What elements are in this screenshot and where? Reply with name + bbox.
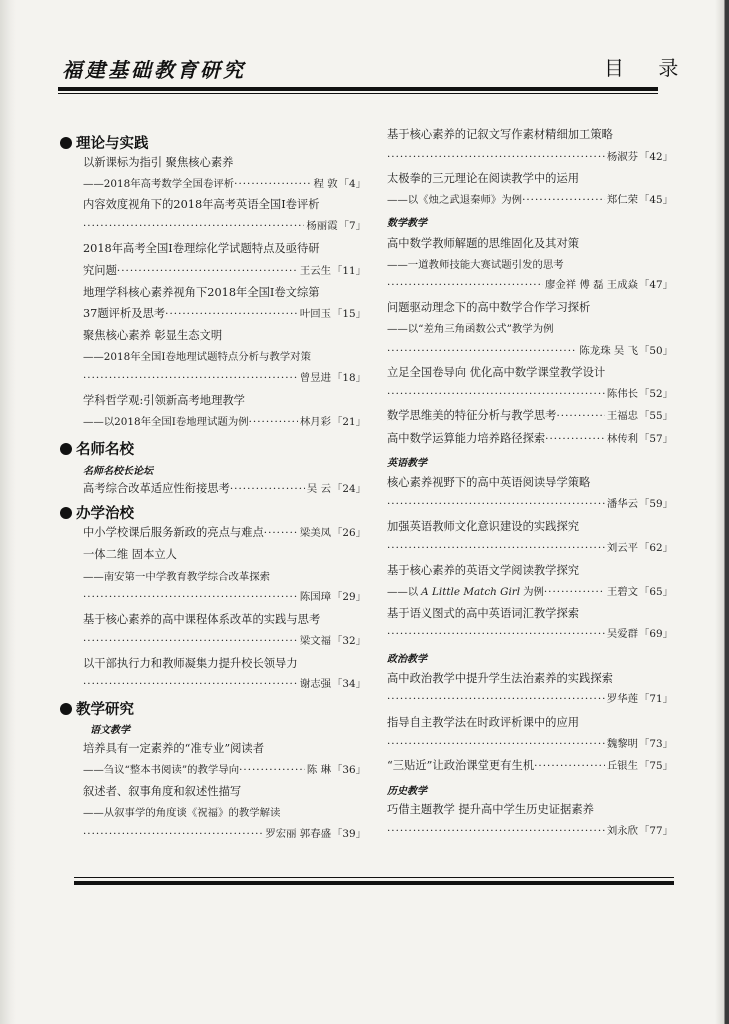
article-title[interactable]: 加强英语教师文化意识建设的实践探究 bbox=[387, 520, 580, 533]
article-title[interactable]: 问题驱动理念下的高中数学合作学习探析 bbox=[387, 301, 591, 314]
toc-entry-line[interactable]: ····· 陈国璋 「 29 」 bbox=[83, 588, 366, 603]
subsection-heading: 历史教学 bbox=[387, 786, 427, 797]
article-title[interactable]: 学科哲学观:引领新高考地理教学 bbox=[83, 394, 245, 407]
toc-entry-line[interactable]: “三贴近”让政治课堂更有生机 ····· 丘银生 「 75 」 bbox=[387, 757, 673, 773]
section-heading: 理论与实践 bbox=[60, 132, 366, 153]
scan-edge-left bbox=[0, 0, 16, 1024]
bullet-icon bbox=[60, 507, 72, 519]
toc-entry-line[interactable]: ····· 陈伟长 「 52 」 bbox=[387, 385, 673, 400]
article-title[interactable]: 基于核心素养的英语文学阅读教学探究 bbox=[387, 564, 580, 577]
toc-entry-line[interactable]: ····· 罗华莲 「 71 」 bbox=[387, 690, 673, 705]
toc-title: 目 录 bbox=[604, 56, 693, 80]
toc-entry-line[interactable]: ····· 廖金祥 傅 磊 王成焱 「 47 」 bbox=[387, 276, 673, 291]
bullet-icon bbox=[60, 137, 72, 149]
article-title[interactable]: 核心素养视野下的高中英语阅读导学策略 bbox=[387, 476, 591, 489]
article-title[interactable]: 太极拳的三元理论在阅读教学中的运用 bbox=[387, 172, 580, 185]
article-title[interactable]: 培养具有一定素养的“准专业”阅读者 bbox=[83, 742, 265, 755]
article-title[interactable]: 地理学科核心素养视角下2018年全国Ⅰ卷文综第 bbox=[83, 286, 320, 299]
toc-entry-line[interactable]: ····· 梁文福 「 32 」 bbox=[83, 632, 366, 647]
section-heading: 办学治校 bbox=[60, 502, 366, 523]
article-subtitle: ——2018年全国Ⅰ卷地理试题特点分析与教学对策 bbox=[83, 351, 311, 363]
bullet-icon bbox=[60, 443, 72, 455]
toc-entry-line[interactable]: ——以 A Little Match Girl 为例 ····· 王碧文 「 65 」 bbox=[387, 583, 673, 598]
article-title[interactable]: 一体二维 固本立人 bbox=[83, 548, 177, 561]
toc-entry-line[interactable]: ····· 吴爱群 「 69 」 bbox=[387, 625, 673, 640]
toc-entry-line[interactable]: ····· 罗宏丽 郭春盛 「 39 」 bbox=[83, 825, 366, 840]
article-title[interactable]: 以新课标为指引 聚焦核心素养 bbox=[83, 156, 234, 169]
toc-entry-line[interactable]: ——以《烛之武退秦师》为例 ····· 郑仁荣 「 45 」 bbox=[387, 191, 673, 206]
article-title[interactable]: 2018年高考全国Ⅰ卷理综化学试题特点及亟待研 bbox=[83, 242, 320, 255]
article-subtitle: ——一道教师技能大赛试题引发的思考 bbox=[387, 259, 564, 271]
footer-rule-thick bbox=[74, 881, 674, 885]
scan-edge-right bbox=[715, 0, 729, 1024]
article-title[interactable]: 基于语义图式的高中英语词汇教学探索 bbox=[387, 607, 580, 620]
toc-entry-line[interactable]: ····· 谢志强 「 34 」 bbox=[83, 675, 366, 690]
toc-entry-line[interactable]: 37题评析及思考 ····· 叶回玉 「 15 」 bbox=[83, 305, 366, 321]
section-heading: 教学研究 bbox=[60, 698, 366, 719]
article-subtitle: ——以“差角三角函数公式”教学为例 bbox=[387, 323, 554, 335]
footer-rule-thin bbox=[74, 877, 674, 878]
subsection-heading: 数学教学 bbox=[387, 218, 427, 229]
subsection-heading: 政治教学 bbox=[387, 654, 427, 665]
toc-entry-line[interactable]: 数学思维美的特征分析与教学思考 ····· 王福忠 「 55 」 bbox=[387, 407, 673, 423]
article-title[interactable]: 聚焦核心素养 彰显生态文明 bbox=[83, 329, 223, 342]
article-subtitle: ——南安第一中学教育教学综合改革探索 bbox=[83, 571, 271, 583]
toc-entry-line[interactable]: ····· 杨淑芬 「 42 」 bbox=[387, 148, 673, 163]
toc-entry-line[interactable]: ····· 刘云平 「 62 」 bbox=[387, 539, 673, 554]
article-title[interactable]: 叙述者、叙事角度和叙述性描写 bbox=[83, 785, 242, 798]
toc-entry-line[interactable]: ——刍议“整本书阅读”的教学导向 ····· 陈 琳 「 36 」 bbox=[83, 761, 366, 776]
header-rule-thick bbox=[58, 87, 658, 91]
subsection-heading: 语文教学 bbox=[90, 725, 130, 736]
toc-entry-line[interactable]: ····· 陈龙珠 吴 飞 「 50 」 bbox=[387, 342, 673, 357]
toc-entry-line[interactable]: ····· 曾昱进 「 18 」 bbox=[83, 369, 366, 384]
article-title[interactable]: 内容效度视角下的2018年高考英语全国Ⅰ卷评析 bbox=[83, 198, 320, 211]
toc-entry-line[interactable]: 高考综合改革适应性衔接思考 ····· 吴 云 「 24 」 bbox=[83, 480, 366, 496]
toc-entry-line[interactable]: ····· 杨丽霞 「 7 」 bbox=[83, 217, 366, 232]
article-title[interactable]: 以干部执行力和教师凝集力提升校长领导力 bbox=[83, 657, 298, 670]
toc-entry-line[interactable]: 究问题 ····· 王云生 「 11 」 bbox=[83, 262, 366, 278]
toc-entry-line[interactable]: ····· 魏黎明 「 73 」 bbox=[387, 735, 673, 750]
toc-entry-line[interactable]: ····· 潘华云 「 59 」 bbox=[387, 495, 673, 510]
magazine-title: 福建基础教育研究 bbox=[62, 58, 246, 82]
toc-entry-line[interactable]: ——以2018年全国Ⅰ卷地理试题为例 ····· 林月彩 「 21 」 bbox=[83, 413, 366, 428]
toc-entry-line[interactable]: ——2018年高考数学全国卷评析 ····· 程 敦 「 4 」 bbox=[83, 175, 366, 190]
toc-entry-line[interactable]: 高中数学运算能力培养路径探索 ····· 林传利 「 57 」 bbox=[387, 430, 673, 446]
subsection-heading: 名师名校长论坛 bbox=[83, 466, 153, 477]
header-rule-thin bbox=[58, 93, 658, 94]
bullet-icon bbox=[60, 703, 72, 715]
article-title[interactable]: 基于核心素养的高中课程体系改革的实践与思考 bbox=[83, 613, 321, 626]
toc-entry-line[interactable]: ····· 刘永欣 「 77 」 bbox=[387, 822, 673, 837]
toc-entry-line[interactable]: 中小学校课后服务新政的亮点与难点 ····· 梁美凤 「 26 」 bbox=[83, 524, 366, 540]
article-subtitle: ——从叙事学的角度谈《祝福》的教学解读 bbox=[83, 807, 281, 819]
article-title[interactable]: 高中数学教师解题的思维固化及其对策 bbox=[387, 237, 580, 250]
article-title[interactable]: 指导自主教学法在时政评析课中的应用 bbox=[387, 716, 580, 729]
section-heading: 名师名校 bbox=[60, 438, 366, 459]
article-title[interactable]: 巧借主题教学 提升高中学生历史证据素养 bbox=[387, 803, 594, 816]
article-title[interactable]: 立足全国卷导向 优化高中数学课堂教学设计 bbox=[387, 366, 606, 379]
article-title[interactable]: 基于核心素养的记叙文写作素材精细加工策略 bbox=[387, 128, 613, 141]
subsection-heading: 英语教学 bbox=[387, 458, 427, 469]
article-title[interactable]: 高中政治教学中提升学生法治素养的实践探索 bbox=[387, 672, 613, 685]
